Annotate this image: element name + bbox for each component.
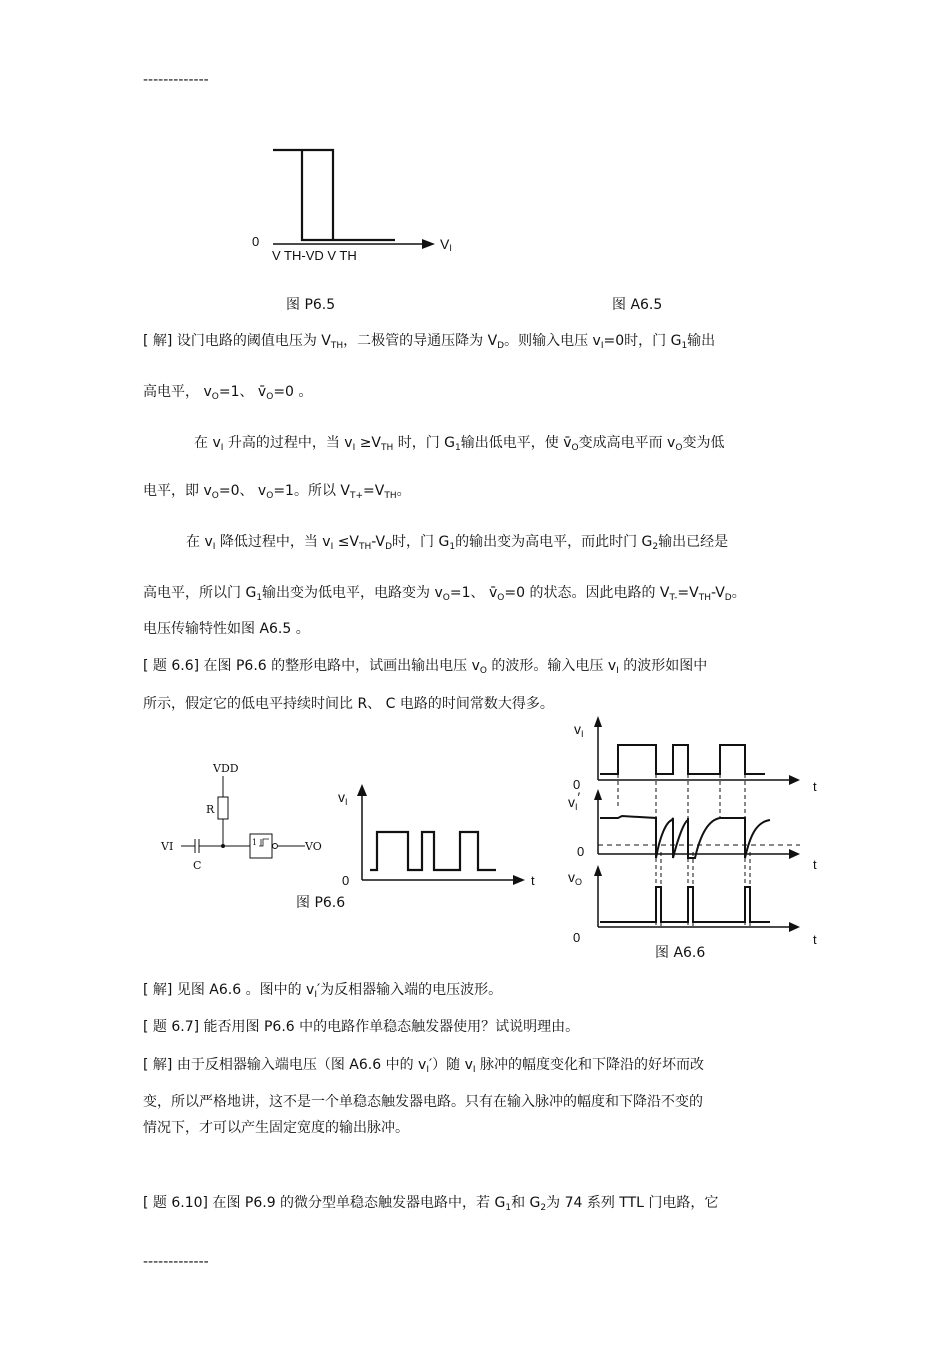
resistor-label: R [206,803,215,816]
t-label: t [531,873,535,888]
vip-y-arrow [594,789,602,800]
vi-label: VI [161,840,174,853]
origin-2: 0 [577,844,585,859]
origin-3: 0 [573,930,581,945]
vi-prime-label: $v_I'$ [568,789,581,812]
figure-p66-input-waveform [330,780,545,892]
vo-label: VO [305,840,322,853]
para-line-3: 在 $v_I$ 升高的过程中，当 $v_I \ge V_{TH}$ 时，门 $G_1$输出低电平，使 $v̄_O$变成高电平而 $v_O$变为低 [194,435,725,453]
threshold-labels: V TH-VD V TH [272,248,357,263]
hysteresis-icon [259,839,269,846]
caption-a66: 图 A6.6 [655,945,706,961]
vi-pulse-train [370,832,496,870]
vi-y-arrow [594,716,602,727]
para-line-6: 高电平，所以门 $G_1$输出变为低电平，电路变为 $v_O=1$、 $v̄_O=0$ 的状态。因此电路的 $V_{T-}=V_{TH}-V_D$。 [143,585,746,603]
vo-y-arrow [594,865,602,876]
vi-x-arrow [789,775,800,785]
vo-x-arrow [789,922,800,932]
para-line-7: 电压传输特性如图 A6.5 。 [143,621,310,637]
caption-a65: 图 A6.5 [612,297,663,313]
vi-axis-label: $v_I$ [338,789,348,807]
figure-p66-circuit [155,755,335,880]
resistor-r [218,797,228,819]
problem-6-10: [ 题 6.10] 在图 P6.9 的微分型单稳态触发器电路中，若 $G_1$和 $G_2$为 74 系列 TTL 门电路，它 [143,1195,719,1213]
caption-p66: 图 P6.6 [296,895,346,911]
solution-6-7-line-3: 情况下，才可以产生固定宽度的输出脉冲。 [143,1120,409,1136]
x-axis-arrow [513,875,525,885]
para-line-5: 在 $v_I$ 降低过程中，当 $v_I \le V_{TH}-V_D$时，门 $G_1$的输出变为高电平，而此时门 $G_2$输出已经是 [186,534,729,552]
vdd-label: VDD [213,762,239,775]
caption-p65: 图 P6.5 [286,297,336,313]
vi-waveform [600,745,765,774]
gate-label: 1 [252,838,258,847]
origin-label: 0 [252,234,260,249]
vip-x-arrow [789,849,800,859]
figure-a66-waveforms [560,712,830,947]
para-line-4: 电平，即 $v_O=0$、 $v_O=1$。所以 $V_{T+}=V_{TH}$。 [143,483,411,501]
problem-6-6-line-2: 所示，假定它的低电平持续时间比 R、 C 电路的时间常数大得多。 [143,696,554,712]
vi-label: $v_I$ [574,721,584,739]
t-label-3: t [813,932,817,947]
vo-label: $v_O$ [568,869,583,887]
t-label-2: t [813,857,817,872]
problem-6-6-line-1: [ 题 6.6] 在图 P6.6 的整形电路中，试画出输出电压 $v_O$ 的波形。输入电压 $v_I$ 的波形如图中 [143,658,708,676]
solution-6-6: [ 解] 见图 A6.6 。图中的 $v_I'$为反相器输入端的电压波形。 [143,982,503,1000]
solution-6-7-line-2: 变，所以严格地讲，这不是一个单稳态触发器电路。只有在输入脉冲的幅度和下降沿不变的 [143,1094,703,1110]
x-axis-label: VI [440,236,452,253]
junction-node [221,844,225,848]
bottom-separator: ------------- [143,1254,209,1270]
x-axis-arrow [422,239,435,249]
y-axis-arrow [357,784,367,796]
para-line-2: 高电平， $v_O=1$、 $v̄_O=0$ 。 [143,384,313,402]
origin-label: 0 [342,873,350,888]
figure-p65-transfer-curve [240,140,480,270]
capacitor-label: C [193,859,202,872]
curve-lower [302,150,395,240]
top-separator: ------------- [143,72,209,88]
t-label-1: t [813,779,817,794]
para-line-1: [ 解] 设门电路的阈值电压为 $V_{TH}$，二极管的导通压降为 $V_D$。则输入电压 $v_I=0$时，门 $G_1$输出 [143,333,716,351]
inverter-bubble [273,844,278,849]
origin-1: 0 [573,777,581,792]
solution-6-7-line-1: [ 解] 由于反相器输入端电压（图 A6.6 中的 $v_I'$）随 $v_I$ 脉冲的幅度变化和下降沿的好坏而改 [143,1057,704,1075]
problem-6-7: [ 题 6.7] 能否用图 P6.6 中的电路作单稳态触发器使用？试说明理由。 [143,1019,580,1035]
